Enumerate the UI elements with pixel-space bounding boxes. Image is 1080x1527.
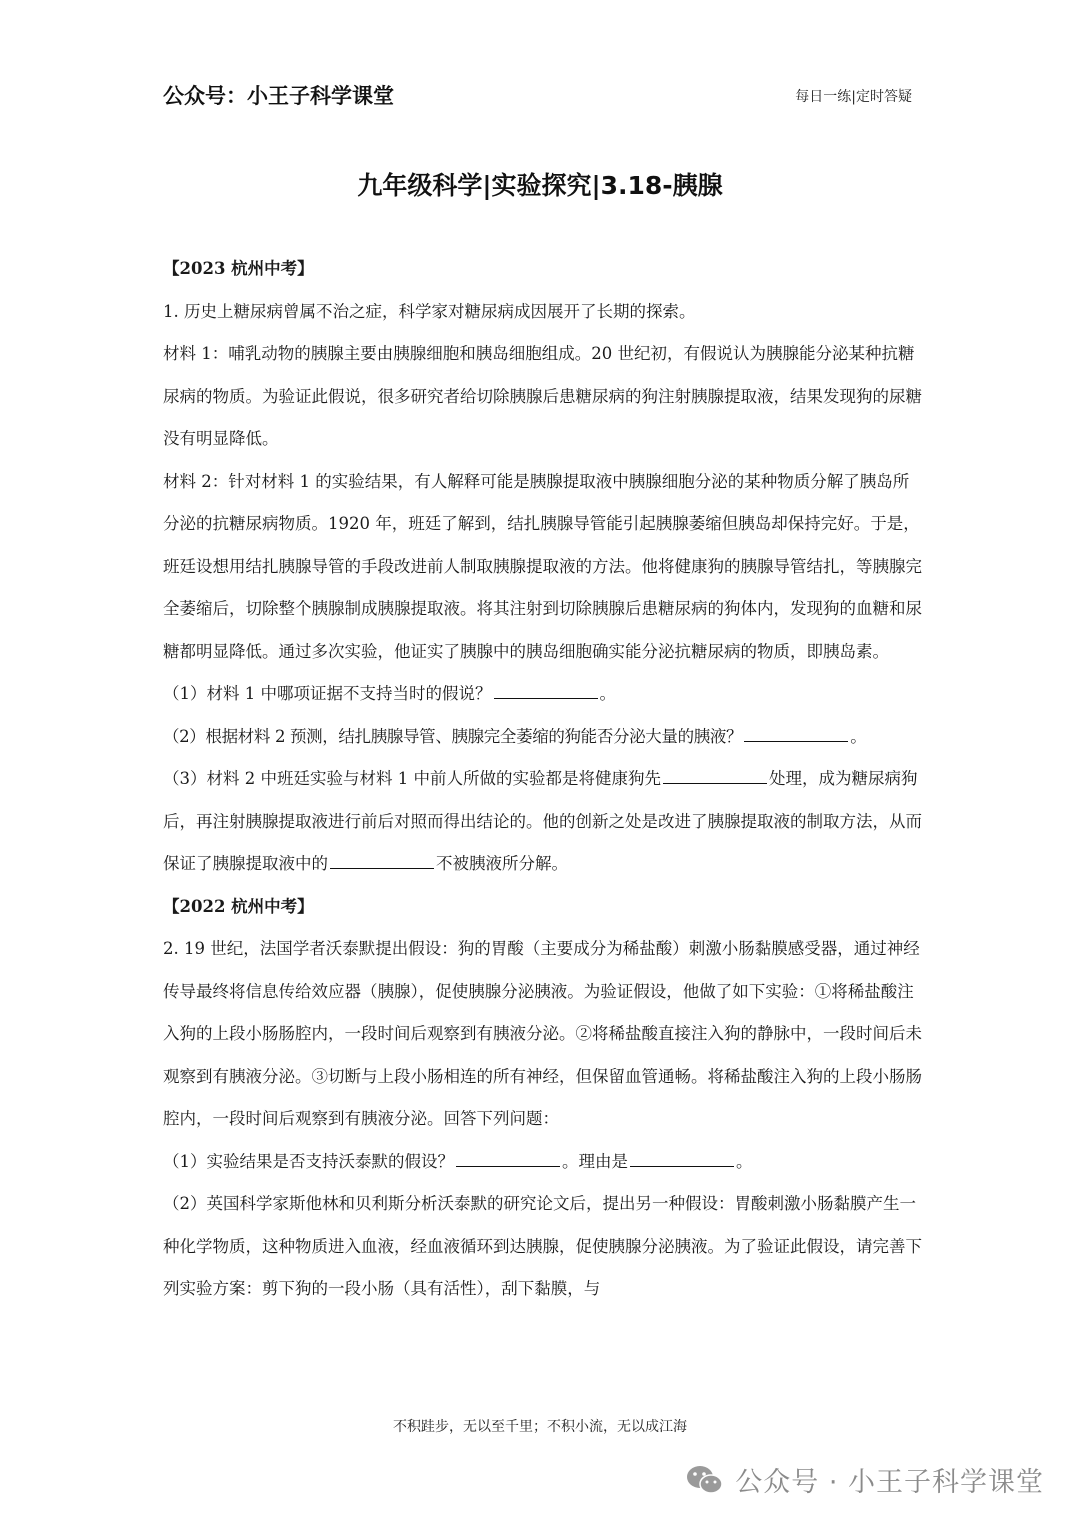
section-heading-2022: 【2022 杭州中考】 — [163, 896, 314, 916]
question-text: 。 — [599, 684, 616, 703]
question-text: （3）材料 2 中班廷实验与材料 1 中前人所做的实验都是将健康狗先 — [163, 769, 661, 788]
answer-blank — [744, 723, 848, 742]
answer-blank — [630, 1148, 734, 1167]
question-1-intro: 1. 历史上糖尿病曾属不治之症，科学家对糖尿病成因展开了长期的探索。 — [163, 301, 696, 321]
answer-blank — [663, 765, 767, 784]
answer-blank — [494, 680, 598, 699]
question-2-intro: 2. 19 世纪，法国学者沃泰默提出假设：狗的胃酸（主要成分为稀盐酸）刺激小肠黏膜感受器，通过神经传导最终将信息传给效应器（胰腺），促使胰腺分泌胰液。为验证假设，他做了如下实验：①将稀盐酸注入狗的上段小肠肠腔内，一段时间后观察到有胰液分泌。②将稀盐酸直接注入狗的静脉中，一段时间后未观察到有胰液分泌。③切断与上段小肠相连的所有神经，但保留血管通畅。将稀盐酸注入狗的上段小肠肠腔内，一段时间后观察到有胰液分泌。回答下列问题： — [163, 939, 922, 1128]
question-2-part-1 — [163, 1141, 923, 1184]
question-text: 。 — [850, 726, 867, 746]
question-text: （1）材料 1 中哪项证据不支持当时的假说？ — [163, 684, 492, 703]
answer-blank — [456, 1148, 560, 1167]
document-body — [163, 248, 923, 1311]
watermark-text: 公众号 · 小王子科学课堂 — [735, 1467, 1044, 1498]
question-1-part-1 — [163, 673, 923, 716]
material-2-paragraph: 材料 2：针对材料 1 的实验结果，有人解释可能是胰腺提取液中胰腺细胞分泌的某种物质分解了胰岛所分泌的抗糖尿病物质。1920 年，班廷了解到，结扎胰腺导管能引起胰腺萎缩但胰岛却保持完好。于是，班廷设想用结扎胰腺导管的手段改进前人制取胰腺提取液的方法。他将健康狗的胰腺导管结扎，等胰腺完全萎缩后，切除整个胰腺制成胰腺提取液。将其注射到切除胰腺后患糖尿病的狗体内，发现狗的血糖和尿糖都明显降低。通过多次实验，他证实了胰腺中的胰岛细胞确实能分泌抗糖尿病的物质，即胰岛素。 — [163, 471, 922, 661]
question-text: （2）根据材料 2 预测，结扎胰腺导管、胰腺完全萎缩的狗能否分泌大量的胰液？ — [163, 726, 743, 746]
answer-blank — [330, 850, 434, 869]
question-text: （1）实验结果是否支持沃泰默的假设？ — [163, 1151, 454, 1171]
page-title: 九年级科学|实验探究|3.18-胰腺 — [357, 171, 723, 200]
header-tagline: 每日一练|定时答疑 — [795, 89, 912, 105]
footer-motto: 不积跬步，无以至千里；不积小流，无以成江海 — [393, 1419, 687, 1435]
question-1-part-3 — [163, 758, 923, 886]
material-1-paragraph: 材料 1：哺乳动物的胰腺主要由胰腺细胞和胰岛细胞组成。20 世纪初，有假说认为胰腺能分泌某种抗糖尿病的物质。为验证此假说，很多研究者给切除胰腺后患糖尿病的狗注射胰腺提取液，结果发现狗的尿糖没有明显降低。 — [163, 344, 922, 448]
question-1-part-2 — [163, 716, 923, 759]
header-account-name: 公众号：小王子科学课堂 — [163, 84, 394, 108]
wechat-icon — [685, 1463, 725, 1497]
watermark — [685, 1460, 1044, 1499]
question-text: 。理由是 — [562, 1151, 628, 1171]
question-text: 。 — [736, 1151, 753, 1171]
question-2-part-2: （2）英国科学家斯他林和贝利斯分析沃泰默的研究论文后，提出另一种假设：胃酸刺激小肠黏膜产生一种化学物质，这种物质进入血液，经血液循环到达胰腺，促使胰腺分泌胰液。为了验证此假设，请完善下列实验方案：剪下狗的一段小肠（具有活性），刮下黏膜，与 — [163, 1194, 922, 1298]
question-text: 处理，成为糖尿病狗后，再注射胰腺提取液进行前后对照而得出结论的。他的创新之处是改进了胰腺提取液的制取方法，从而保证了胰腺提取液中的 — [163, 769, 922, 873]
section-heading-2023: 【2023 杭州中考】 — [163, 259, 314, 278]
question-text: 不被胰液所分解。 — [436, 854, 568, 873]
